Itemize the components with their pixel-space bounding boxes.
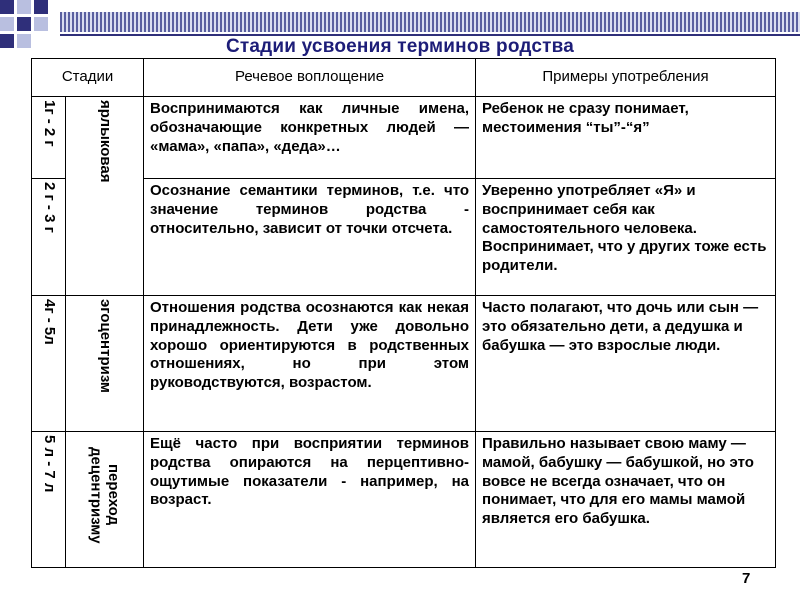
example-cell: Часто полагают, что дочь или сын — это обязательно дети, а дедушка и бабушка — это взрослые люди.: [476, 296, 776, 432]
speech-cell: Воспринимаются как личные имена, обозначающие конкретных людей — «мама», «папа», «деда»…: [144, 97, 476, 179]
speech-cell: Ещё часто при восприятии терминов родства опираются на перцептивно-ощутимые показатели - например, на возраст.: [144, 432, 476, 568]
stage-cell: [66, 296, 144, 432]
table-row: [32, 432, 776, 568]
age-cell: [32, 296, 66, 432]
stage-label: переход децентризму: [87, 446, 122, 544]
header-speech: Речевое воплощение: [144, 59, 476, 97]
speech-cell: Осознание семантики терминов, т.е. что значение терминов родства - относительно, зависит от точки отсчета.: [144, 179, 476, 296]
example-cell: Уверенно употребляет «Я» и воспринимает себя как самостоятельного человека. Воспринимает, что у других тоже есть родители.: [476, 179, 776, 296]
age-cell: [32, 97, 66, 179]
age-cell: [32, 432, 66, 568]
stage-cell: [66, 97, 144, 296]
table-row: [32, 97, 776, 179]
stages-table: [31, 58, 776, 568]
stage-label: ярлыковая: [96, 100, 114, 183]
stage-cell: [66, 432, 144, 568]
slide-title: Стадии усвоения терминов родства: [225, 36, 575, 57]
example-cell: Правильно называет свою маму — мамой, бабушку — бабушкой, но это вовсе не всегда означает, что он понимает, что для его мамы мамой является его бабушка.: [476, 432, 776, 568]
table-header-row: [32, 59, 776, 97]
table-row: [32, 179, 776, 296]
header-banner: [60, 12, 800, 32]
age-label: 4г - 5л: [40, 299, 58, 345]
age-label: 1г - 2 г: [40, 100, 58, 147]
example-cell: Ребенок не сразу понимает, местоимения “ты”-“я”: [476, 97, 776, 179]
stage-label: эгоцентризм: [96, 299, 114, 394]
table-row: [32, 296, 776, 432]
age-label: 5 л - 7 л: [40, 435, 58, 493]
speech-cell: Отношения родства осознаются как некая принадлежность. Дети уже довольно хорошо ориентируются в родственных отношениях, но при этом руководствуются, возрастом.: [144, 296, 476, 432]
age-cell: [32, 179, 66, 296]
age-label: 2 г - 3 г: [40, 182, 58, 233]
header-stages: Стадии: [32, 59, 144, 97]
header-examples: Примеры употребления: [476, 59, 776, 97]
page-number: 7: [742, 570, 751, 587]
